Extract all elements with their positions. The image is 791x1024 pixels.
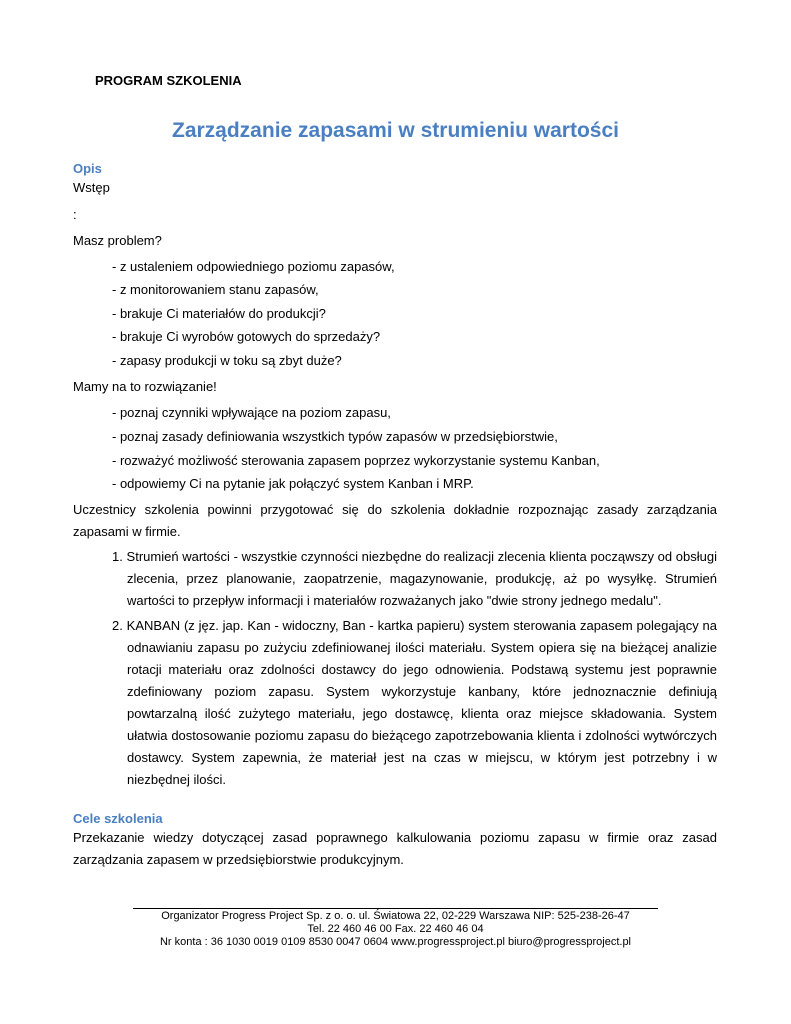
numbered-item [112, 546, 717, 612]
program-label: PROGRAM SZKOLENIA [95, 73, 242, 88]
numbered-item-number: 1. [112, 549, 123, 564]
participants-note: Uczestnicy szkolenia powinni przygotować się do szkolenia dokładnie rozpoznając zasady zarządzania zapasami w firmie. [73, 502, 717, 539]
solution-intro: Mamy na to rozwiązanie! [73, 379, 217, 394]
solution-item: - poznaj czynniki wpływające na poziom zapasu, [112, 405, 391, 420]
solution-item: - odpowiemy Ci na pytanie jak połączyć system Kanban i MRP. [112, 476, 474, 491]
problem-item: - z monitorowaniem stanu zapasów, [112, 282, 319, 297]
footer-organizer: Organizator Progress Project Sp. z o. o. ul. Światowa 22, 02-229 Warszawa NIP: 525-238-26-47 [161, 910, 630, 922]
intro-text: Wstęp [73, 180, 110, 195]
page-title: Zarządzanie zapasami w strumieniu wartości [172, 119, 619, 142]
problem-item: - brakuje Ci materiałów do produkcji? [112, 306, 326, 321]
numbered-item [112, 615, 717, 791]
numbered-item-number: 2. [112, 618, 123, 633]
footer-phone: Tel. 22 460 46 00 Fax. 22 460 46 04 [307, 923, 484, 935]
solution-item: - rozważyć możliwość sterowania zapasem poprzez wykorzystanie systemu Kanban, [112, 453, 600, 468]
numbered-item-text: Strumień wartości - wszystkie czynności niezbędne do realizacji zlecenia klienta począwszy od obsługi zlecenia, przez planowanie, zaopatrzenie, magazynowanie, produkcję, aż po wysyłkę. Strumień wartości to przepływ informacji i materiałów rozważanych jako "dwie strony jednego medalu". [126, 549, 717, 608]
footer-account: Nr konta : 36 1030 0019 0109 8530 0047 0604 www.progressproject.pl biuro@progressproject.pl [159, 936, 632, 948]
section-heading-opis: Opis [73, 161, 102, 176]
problem-item: - zapasy produkcji w toku są zbyt duże? [112, 353, 342, 368]
numbered-item-body [112, 615, 717, 791]
section-heading-cele: Cele szkolenia [73, 811, 163, 826]
problem-item: - z ustaleniem odpowiedniego poziomu zapasów, [112, 259, 395, 274]
numbered-item-text: KANBAN (z jęz. jap. Kan - widoczny, Ban - kartka papieru) system sterowania zapasem polegający na odnawianiu zapasu po zużyciu zdefiniowanej ilości materiału. System opiera się na bieżącej analizie rotacji materiału oraz zdolności dostawcy do jego odnowienia. Podstawą systemu jest poprawnie zdefiniowany poziom zapasu. System wykorzystuje kanbany, które jednoznacznie definiują powtarzalną ilość zużytego materiału, jego dostawcę, klienta oraz miejsce składowania. System ułatwia dostosowanie poziomu zapasu do bieżącego zapotrzebowania klienta i zdolności wytwórczych dostawcy. System zapewnia, że materiał jest na czas w miejscu, w którym jest potrzebny i w niezbędnej ilości. [126, 618, 717, 787]
footer-divider [133, 908, 658, 909]
problem-item: - brakuje Ci wyrobów gotowych do sprzedaży? [112, 329, 381, 344]
colon-text: : [73, 207, 77, 222]
problem-question: Masz problem? [73, 233, 162, 248]
solution-item: - poznaj zasady definiowania wszystkich typów zapasów w przedsiębiorstwie, [112, 429, 558, 444]
numbered-item-body [112, 546, 717, 612]
cele-text: Przekazanie wiedzy dotyczącej zasad poprawnego kalkulowania poziomu zapasu w firmie oraz zasad zarządzania zapasem w przedsiębiorstwie produkcyjnym. [73, 830, 717, 867]
